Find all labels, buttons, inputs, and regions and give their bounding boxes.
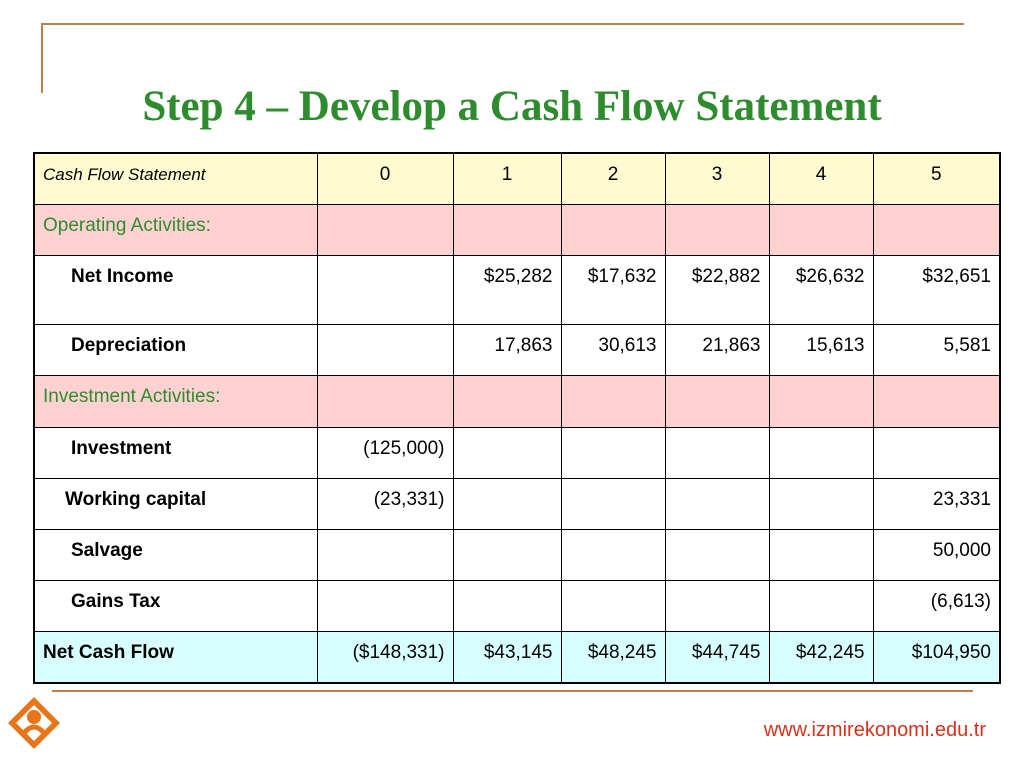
- section-label: Investment Activities:: [34, 376, 317, 427]
- table-row: [34, 581, 1000, 632]
- investment-section-row: [34, 376, 1000, 427]
- table-cell: $44,745: [665, 632, 769, 683]
- table-cell: [317, 325, 453, 376]
- table-cell: (125,000): [317, 427, 453, 478]
- table-cell: 50,000: [873, 529, 1000, 580]
- table-cell: ($148,331): [317, 632, 453, 683]
- table-cell: [665, 529, 769, 580]
- table-corner-label: Cash Flow Statement: [34, 153, 317, 204]
- table-cell: [317, 255, 453, 324]
- table-cell: [873, 427, 1000, 478]
- table-cell: [665, 427, 769, 478]
- frame-top-line: [41, 23, 964, 25]
- table-cell: 5,581: [873, 325, 1000, 376]
- table-cell: [665, 478, 769, 529]
- table-cell: $22,882: [665, 255, 769, 324]
- year-header: 3: [665, 153, 769, 204]
- table-cell: 17,863: [453, 325, 561, 376]
- table-cell: $25,282: [453, 255, 561, 324]
- table-row: [34, 427, 1000, 478]
- table-row: [34, 325, 1000, 376]
- table-row: [34, 529, 1000, 580]
- table-cell: [561, 581, 665, 632]
- table-cell: $104,950: [873, 632, 1000, 683]
- table-row: [34, 478, 1000, 529]
- year-header: 5: [873, 153, 1000, 204]
- header-row: [34, 153, 1000, 204]
- table-cell: [561, 478, 665, 529]
- table-cell: [317, 529, 453, 580]
- table-cell: [769, 581, 873, 632]
- table-cell: $42,245: [769, 632, 873, 683]
- table-cell: [561, 427, 665, 478]
- footer-line: [52, 690, 973, 692]
- table-cell: [665, 581, 769, 632]
- table-cell: [453, 581, 561, 632]
- table-cell: $43,145: [453, 632, 561, 683]
- cash-flow-table: [33, 152, 1001, 684]
- operating-section-row: [34, 204, 1000, 255]
- row-label: Salvage: [34, 529, 317, 580]
- table-cell: [769, 529, 873, 580]
- table-cell: [317, 581, 453, 632]
- year-header: 4: [769, 153, 873, 204]
- table-cell: [769, 427, 873, 478]
- izmir-ekonomi-logo-icon: [4, 693, 64, 753]
- year-header: 2: [561, 153, 665, 204]
- table-row: [34, 255, 1000, 324]
- table-cell: (6,613): [873, 581, 1000, 632]
- footer-url-link[interactable]: www.izmirekonomi.edu.tr: [763, 719, 986, 741]
- table-cell: [453, 478, 561, 529]
- table-cell: $48,245: [561, 632, 665, 683]
- row-label: Net Income: [34, 255, 317, 324]
- year-header: 0: [317, 153, 453, 204]
- table-cell: $17,632: [561, 255, 665, 324]
- page-title: Step 4 – Develop a Cash Flow Statement: [142, 83, 882, 130]
- row-label: Depreciation: [34, 325, 317, 376]
- row-label: Net Cash Flow: [34, 632, 317, 683]
- section-label: Operating Activities:: [34, 204, 317, 255]
- year-header: 1: [453, 153, 561, 204]
- row-label: Investment: [34, 427, 317, 478]
- row-label: Gains Tax: [34, 581, 317, 632]
- table-cell: $32,651: [873, 255, 1000, 324]
- table-cell: [453, 529, 561, 580]
- total-row: [34, 632, 1000, 683]
- table-cell: 30,613: [561, 325, 665, 376]
- table-cell: 21,863: [665, 325, 769, 376]
- table-cell: [769, 478, 873, 529]
- table-cell: (23,331): [317, 478, 453, 529]
- table-cell: 23,331: [873, 478, 1000, 529]
- table-cell: [453, 427, 561, 478]
- table-cell: [561, 529, 665, 580]
- table-cell: 15,613: [769, 325, 873, 376]
- table-cell: $26,632: [769, 255, 873, 324]
- row-label: Working capital: [34, 478, 317, 529]
